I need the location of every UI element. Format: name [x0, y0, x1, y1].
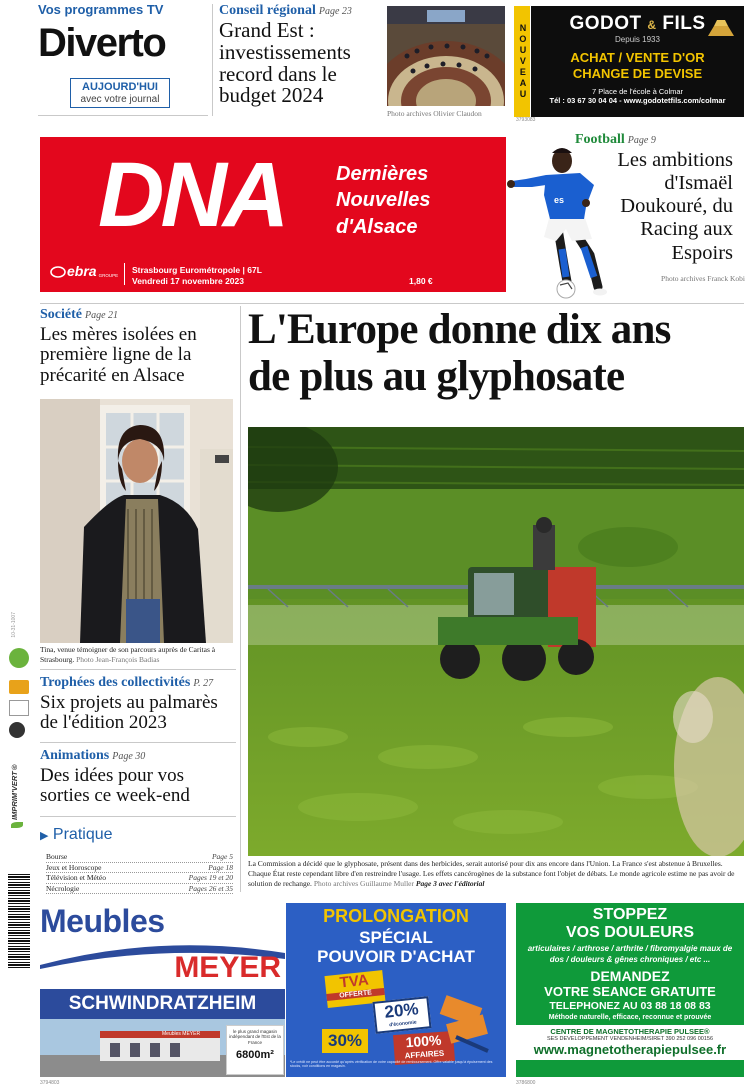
conseil-rubric	[219, 3, 384, 19]
page-ref: P. 27	[193, 678, 214, 689]
diverto-teaser[interactable]	[38, 2, 210, 116]
sticker-icon	[9, 680, 29, 694]
credit-text: Photo archives Guillaume Muller	[313, 878, 415, 888]
page-ref: Page 21	[84, 310, 119, 321]
godot-since: Depuis 1933	[615, 35, 660, 44]
gold-bars-icon	[706, 18, 736, 43]
info-icon	[9, 722, 25, 738]
pct-sub: d'économie	[388, 1019, 418, 1029]
godot-offer-1: ACHAT / VENTE D'OR	[570, 50, 705, 65]
pct20-badge	[372, 996, 431, 1034]
row-page: Pages 26 et 35	[188, 883, 233, 893]
pct-value: 100%	[405, 1031, 442, 1051]
pulsee-cta-1: DEMANDEZ	[590, 967, 670, 984]
caption-text: La Commission a décidé que le glyphosate, présent dans des herbicides, serait autorisé pour dix ans encore dans l'Union. La France s'est abstenue à Bruxelles. Chaque État reste cependant libre d'en restreindre l'usage. Les effets cancérogènes de la substance font l'objet de débats. Le monde agricole estime ne pas avoir de solution de rechange.	[248, 859, 735, 888]
row-label: Jeux et Horoscope	[46, 862, 102, 872]
football-photo-credit	[600, 274, 745, 284]
row-label: Bourse	[46, 852, 68, 861]
pratique-list	[40, 852, 233, 894]
societe-headline[interactable]: Les mères isolées en première ligne de la précarité en Alsace	[40, 324, 197, 386]
rubric-label: Trophées des collectivités	[40, 675, 191, 690]
pulsee-list: articulaires / arthrose / arthrite / fibromyalgie maux de dos / douleurs & gênes chroniques / etc ...	[527, 944, 733, 964]
pct30-badge: 30%	[322, 1029, 368, 1053]
edition-label: Strasbourg Eurométropole | 67L	[132, 265, 262, 275]
divider	[40, 816, 236, 817]
godot-address: 7 Place de l'école à Colmar	[591, 87, 684, 97]
rubric-label: Animations	[40, 748, 110, 763]
pulsee-url[interactable]: www.magnetotherapiepulsee.fr	[533, 1041, 727, 1057]
meyer-claim-box	[226, 1025, 284, 1075]
brand-amp: &	[647, 18, 657, 32]
recycle-icon	[9, 648, 29, 668]
football-rubric	[575, 132, 745, 148]
promo-line2: POUVOIR D'ACHAT	[317, 946, 475, 966]
leaf-icon	[11, 822, 23, 828]
name-line: Dernières	[336, 163, 429, 185]
tva-label: TVA	[338, 971, 370, 992]
promo-title: PROLONGATION	[323, 906, 469, 926]
conseil-article[interactable]	[219, 3, 384, 107]
dna-masthead[interactable]	[40, 137, 506, 292]
headline-line: de plus au glyphosate	[248, 353, 625, 401]
pratique-box	[40, 826, 233, 894]
store-sign: Meubles MEYER	[162, 1031, 201, 1037]
football-headline[interactable]: Les ambitions d'Ismaël Doukouré, du Racing aux Espoirs	[617, 149, 733, 264]
pratique-row[interactable]	[46, 852, 233, 863]
trophees-rubric	[40, 675, 236, 691]
pulsee-title-1: STOPPEZ	[592, 906, 668, 923]
ebra-mark-icon	[50, 266, 66, 278]
imprim-vert-label: IMPRIM'VERT®	[10, 762, 19, 820]
banknotes-icon	[436, 993, 496, 1053]
aujourdhui-label: AUJOURD'HUI	[82, 81, 158, 93]
page-ref-link[interactable]: Page 3 avec l'éditorial	[415, 878, 485, 888]
godot-fils-ad[interactable]	[531, 6, 744, 117]
ad-ref: 3793083	[516, 117, 536, 123]
ebra-logo	[50, 264, 118, 278]
pratique-row[interactable]	[46, 863, 233, 874]
godot-contact[interactable]: Tél : 03 67 30 04 04 - www.godotetfils.com/colmar	[549, 96, 726, 106]
siret-text: SES DEVELOPPEMENT VENDENHEIM/SIRET 390 252 096 00156	[546, 1035, 714, 1042]
name-line: d'Alsace	[336, 215, 418, 238]
claim-text: le plus grand magasin	[232, 1029, 278, 1034]
pouvoir-achat-ad[interactable]	[286, 903, 506, 1077]
page-ref: Page 9	[627, 135, 656, 146]
council-chamber-photo	[387, 6, 505, 106]
headline-line: L'Europe donne dix ans	[248, 306, 671, 353]
caption-text: Tina, venue témoigner de son parcours auprès de Caritas à Strasbourg.	[40, 645, 216, 664]
divider	[240, 306, 241, 892]
meubles-meyer-ad[interactable]	[40, 903, 285, 1077]
nouveau-label: NOUVEAU	[517, 23, 528, 100]
page-ref: Page 23	[318, 6, 352, 17]
godot-offer-2: CHANGE DE DEVISE	[572, 65, 703, 81]
conseil-photo-credit	[387, 109, 505, 119]
promo-fineprint: *Le crédit ne peut être accordé qu'après vérification de votre capacité de remboursement. Offre valable jusqu'à épuisement des stocks, voir conditions en magasin.	[290, 1060, 493, 1069]
trophees-headline[interactable]: Six projets au palmarès de l'édition 2023	[40, 692, 218, 734]
divider	[40, 742, 236, 743]
credit-text: Photo archives Olivier Claudon	[387, 109, 482, 118]
brand-text: GODOT	[569, 13, 642, 34]
pulsee-phone[interactable]: TELEPHONEZ AU 03 88 18 08 83	[549, 999, 711, 1012]
meyer-brand-1: Meubles	[40, 903, 165, 939]
trophees-article[interactable]	[40, 675, 236, 734]
societe-rubric	[40, 307, 236, 323]
divider	[38, 115, 208, 116]
page-ref: Page 30	[112, 751, 146, 762]
societe-article[interactable]	[40, 307, 236, 386]
main-story[interactable]	[248, 306, 746, 401]
promo-line1: SPÉCIAL	[359, 928, 433, 947]
football-article[interactable]	[575, 132, 745, 265]
issue-price: 1,80 €	[409, 276, 433, 286]
pratique-row[interactable]	[46, 884, 233, 895]
pct-sub: AFFAIRES	[404, 1048, 445, 1061]
tv-rubric: Vos programmes TV	[38, 2, 164, 17]
main-caption	[248, 859, 744, 888]
surface-value: 6800m²	[236, 1049, 274, 1062]
ebra-sub: GROUPE	[98, 273, 119, 278]
claim-text: indépendant de l'Est de la France	[229, 1034, 281, 1045]
pratique-label: Pratique	[52, 826, 113, 843]
row-page: Page 5	[211, 852, 233, 861]
avec-journal-label: avec votre journal	[80, 93, 160, 105]
side-code: 10-31-1007	[11, 612, 17, 638]
pulsee-cta-2: VOTRE SEANCE GRATUITE	[544, 984, 716, 1000]
magnetotherapie-ad[interactable]	[516, 903, 744, 1077]
ebra-text: ebra	[67, 263, 97, 279]
diverto-logo: Diverto	[38, 21, 166, 65]
woman-portrait-photo	[40, 399, 233, 643]
row-label: Nécrologie	[46, 883, 80, 893]
divider	[212, 4, 213, 116]
divider	[40, 303, 744, 304]
tractor-spraying-photo	[248, 427, 744, 856]
paper-icon	[9, 700, 29, 716]
barcode	[8, 872, 30, 968]
rubric-label: Football	[575, 132, 625, 147]
dna-logo: DNA	[98, 144, 286, 246]
conseil-headline[interactable]: Grand Est : investissements record dans le budget 2024	[219, 18, 351, 108]
meyer-brand-2: MEYER	[174, 951, 281, 984]
triangle-icon: ▶	[40, 830, 49, 842]
pulsee-footer	[516, 1025, 744, 1060]
ad-ref: 3794803	[40, 1080, 60, 1086]
credit-text: Photo Jean-François Badias	[76, 654, 160, 664]
rubric-label: Conseil régional	[219, 3, 316, 18]
row-page: Page 18	[208, 862, 233, 872]
divider	[40, 669, 236, 670]
animations-article[interactable]	[40, 748, 236, 807]
rubric-label: Société	[40, 307, 82, 322]
divider	[124, 263, 125, 285]
pulsee-title-2: VOS DOULEURS	[565, 923, 694, 941]
pratique-title	[40, 826, 233, 844]
issue-date: Vendredi 17 novembre 2023	[132, 276, 244, 287]
name-line: Nouvelles	[336, 189, 431, 212]
pulsee-method: Méthode naturelle, efficace, reconnue et prouvée	[548, 1013, 712, 1021]
brand-text-2: FILS	[662, 13, 706, 34]
pct-value: 20%	[383, 999, 420, 1022]
row-label: Télévision et Météo	[46, 873, 106, 882]
row-page: Pages 19 et 20	[188, 873, 233, 882]
aujourdhui-box	[70, 78, 170, 108]
dna-fullname	[336, 161, 430, 240]
main-headline[interactable]	[248, 306, 746, 401]
credit-text: Photo archives Franck Kobi	[661, 274, 745, 283]
center-name: CENTRE DE MAGNETOTHERAPIE PULSEE®	[550, 1026, 710, 1036]
animations-headline[interactable]: Des idées pour vos sorties ce week-end	[40, 765, 190, 807]
societe-caption	[40, 645, 235, 665]
tva-sub: OFFERTE	[326, 988, 384, 1001]
edition-info	[132, 265, 262, 288]
pratique-row[interactable]	[46, 873, 233, 884]
ad-ref: 3786800	[516, 1080, 536, 1086]
animations-rubric	[40, 748, 236, 764]
nouveau-badge	[514, 6, 530, 117]
jersey-sponsor-text: es	[554, 195, 565, 205]
meyer-town: SCHWINDRATZHEIM	[40, 989, 285, 1019]
